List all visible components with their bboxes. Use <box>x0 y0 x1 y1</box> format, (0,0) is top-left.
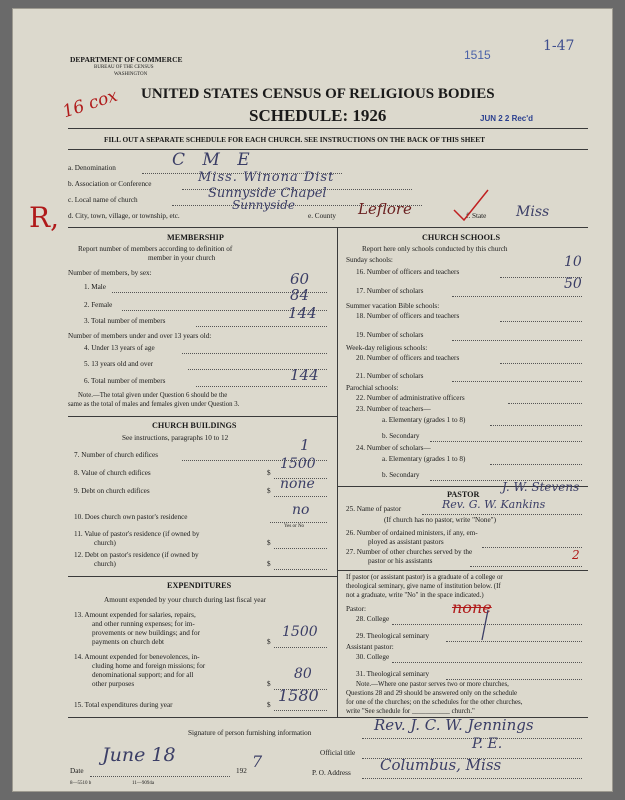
received-stamp: JUN 2 2 Rec'd <box>480 114 534 123</box>
membership-note-2: same as the total of males and females given under Question 3. <box>68 401 240 408</box>
sunday-label: Sunday schools: <box>346 256 393 264</box>
q11-label-2: church) <box>94 539 116 547</box>
q1-label: 1. Male <box>84 283 106 291</box>
q13-label-4: payments on church debt <box>92 638 165 646</box>
graduate-intro-3: not a graduate, write "No" in the space indicated.) <box>346 592 484 599</box>
dept-heading: DEPARTMENT OF COMMERCE <box>70 55 183 64</box>
buildings-intro: See instructions, paragraphs 10 to 12 <box>122 434 229 442</box>
signature-label: Signature of person furnishing information <box>188 729 312 737</box>
city-label: d. City, town, village, or township, etc. <box>68 212 180 220</box>
expenditures-intro: Amount expended by your church during last fiscal year <box>104 596 267 604</box>
q24-label: 24. Number of scholars— <box>356 444 431 452</box>
red-check-mark <box>452 188 492 224</box>
state-label: f. State <box>466 212 487 220</box>
pastor-name-above: J. W. Stevens <box>502 480 580 494</box>
q17-label: 17. Number of scholars <box>356 287 424 295</box>
date-value: June 18 <box>102 744 176 766</box>
pen-stroke <box>478 608 492 642</box>
dollar-sign: $ <box>267 469 271 477</box>
pastor-college-heading: Pastor: <box>346 605 366 613</box>
yes-or-no-note: Yes or No <box>284 524 305 529</box>
instruction-line: FILL OUT A SEPARATE SCHEDULE FOR EACH CHURCH. SEE INSTRUCTIONS ON THE BACK OF THIS SHEET <box>104 135 486 144</box>
q15-value: 1580 <box>278 686 319 705</box>
q8-value: 1500 <box>280 456 316 472</box>
city-value: Sunnyside <box>232 198 295 212</box>
census-schedule-form <box>12 8 613 792</box>
by-sex-label: Number of members, by sex: <box>68 269 152 277</box>
q11-label: 11. Value of pastor's residence (if owned by <box>74 530 200 538</box>
dollar-sign: $ <box>267 560 271 568</box>
q25-label: 25. Name of pastor <box>346 505 402 513</box>
pastor-note: Note.—Where one pastor serves two or more churches, <box>356 681 509 688</box>
graduate-intro: If pastor (or assistant pastor) is a graduate of a college or <box>346 574 503 581</box>
year-value: 7 <box>252 752 263 771</box>
membership-intro-2: member in your church <box>148 254 216 262</box>
corner-mark: 1-47 <box>543 38 575 54</box>
q23-label: 23. Number of teachers— <box>356 405 431 413</box>
graduate-intro-2: theological seminary, give name of institution below. (If <box>346 583 501 590</box>
county-value: Leflore <box>358 200 412 218</box>
q3-label: 3. Total number of members <box>84 317 166 325</box>
q22-label: 22. Number of administrative officers <box>356 394 465 402</box>
membership-note: Note.—The total given under Question 6 should be the <box>78 392 228 399</box>
q18-label: 18. Number of officers and teachers <box>356 312 460 320</box>
q1-value: 60 <box>290 270 310 288</box>
buildings-heading: CHURCH BUILDINGS <box>152 421 237 430</box>
local-name-value: Sunnyside Chapel <box>208 186 327 201</box>
q14-label-2: cluding home and foreign missions; for <box>92 662 206 670</box>
q19-label: 19. Number of scholars <box>356 331 424 339</box>
q9-label: 9. Debt on church edifices <box>74 487 150 495</box>
q2-label: 2. Female <box>84 301 113 309</box>
q6-label: 6. Total number of members <box>84 377 166 385</box>
q24a-label: a. Elementary (grades 1 to 8) <box>382 455 466 463</box>
q17-value: 50 <box>564 276 582 292</box>
q23a-label: a. Elementary (grades 1 to 8) <box>382 416 466 424</box>
q27-value: 2 <box>572 548 580 562</box>
vacation-label: Summer vacation Bible schools: <box>346 302 440 310</box>
expenditures-heading: EXPENDITURES <box>167 581 232 590</box>
form-subtitle: SCHEDULE: 1926 <box>249 106 387 125</box>
q5-label: 5. 13 years old and over <box>84 360 154 368</box>
q20-label: 20. Number of officers and teachers <box>356 354 460 362</box>
form-number-2: 11—9094a <box>132 781 155 786</box>
membership-intro: Report number of members according to definition of <box>78 245 233 253</box>
q27-label-2: pastor or his assistants <box>368 557 433 565</box>
q14-value: 80 <box>294 666 312 682</box>
membership-heading: MEMBERSHIP <box>167 233 224 242</box>
pastor-heading: PASTOR <box>447 490 480 499</box>
q13-label-3: provements or new buildings; and for <box>92 629 200 637</box>
q23b-label: b. Secondary <box>382 432 420 440</box>
q12-label: 12. Debt on pastor's residence (if owned by <box>74 551 199 559</box>
q14-label-3: denominational support; and for all <box>92 671 194 679</box>
stamp-number: 1515 <box>464 48 491 62</box>
state-value: Miss <box>516 204 550 220</box>
q6-value: 144 <box>290 366 319 384</box>
schools-heading: CHURCH SCHOOLS <box>422 233 501 242</box>
q14-label-4: other purposes <box>92 680 135 688</box>
dollar-sign: $ <box>267 701 271 709</box>
q31-label: 31. Theological seminary <box>356 670 430 678</box>
q28-value: none <box>452 598 492 617</box>
q10-value: no <box>292 502 310 518</box>
q10-label: 10. Does church own pastor's residence <box>74 513 188 521</box>
po-address-label: P. O. Address <box>312 769 351 777</box>
weekday-label: Week-day religious schools: <box>346 344 428 352</box>
schools-intro: Report here only schools conducted by this church <box>362 245 508 253</box>
dollar-sign: $ <box>267 680 271 688</box>
q13-value: 1500 <box>282 624 318 640</box>
denomination-label: a. Denomination <box>68 164 116 172</box>
date-label: Date <box>70 767 84 775</box>
form-title: UNITED STATES CENSUS OF RELIGIOUS BODIES <box>141 86 495 102</box>
q12-label-2: church) <box>94 560 116 568</box>
q16-value: 10 <box>564 254 582 270</box>
q7-value: 1 <box>300 436 310 454</box>
q30-label: 30. College <box>356 653 390 661</box>
q26-label-2: ployed as assistant pastors <box>368 538 444 546</box>
bureau-heading: BUREAU OF THE CENSUS <box>94 65 154 70</box>
q29-label: 29. Theological seminary <box>356 632 430 640</box>
pastor-note-2: Questions 28 and 29 should be answered only on the schedule <box>346 690 518 697</box>
dollar-sign: $ <box>267 487 271 495</box>
dollar-sign: $ <box>267 638 271 646</box>
form-number: 8—5510 b <box>70 781 92 786</box>
q4-label: 4. Under 13 years of age <box>84 344 155 352</box>
r-mark: R, <box>29 201 59 234</box>
county-label: e. County <box>308 212 336 220</box>
city-heading: WASHINGTON <box>114 72 148 77</box>
dollar-sign: $ <box>267 539 271 547</box>
q9-value: none <box>280 476 315 492</box>
q15-label: 15. Total expenditures during year <box>74 701 173 709</box>
pastor-note-3: for one of the churches; on the schedules for the other churches, <box>346 699 523 706</box>
q26-label: 26. Number of ordained ministers, if any, em- <box>346 529 478 537</box>
pastor-note-4: write "See schedule for ___________ church." <box>346 708 475 715</box>
local-name-label: c. Local name of church <box>68 196 138 204</box>
q3-value: 144 <box>288 304 317 322</box>
q8-label: 8. Value of church edifices <box>74 469 151 477</box>
conference-value: Miss. Winona Dist <box>198 170 335 185</box>
q21-label: 21. Number of scholars <box>356 372 424 380</box>
year-prefix: 192 <box>236 767 247 775</box>
handwritten-cox: 16 cox <box>60 85 121 123</box>
q25-note: (If church has no pastor, write "None") <box>384 516 496 524</box>
official-title-value: P. E. <box>472 736 503 752</box>
q16-label: 16. Number of officers and teachers <box>356 268 460 276</box>
parochial-label: Parochial schools: <box>346 384 399 392</box>
age-intro: Number of members under and over 13 years old: <box>68 332 212 340</box>
q28-label: 28. College <box>356 615 390 623</box>
q13-label: 13. Amount expended for salaries, repairs, <box>74 611 196 619</box>
po-address-value: Columbus, Miss <box>380 756 502 774</box>
q14-label: 14. Amount expended for benevolences, in- <box>74 653 200 661</box>
q13-label-2: and other running expenses; for im- <box>92 620 195 628</box>
official-title-label: Official title <box>320 749 356 757</box>
q24b-label: b. Secondary <box>382 471 420 479</box>
conference-label: b. Association or Conference <box>68 180 152 188</box>
signature-value: Rev. J. C. W. Jennings <box>374 716 534 734</box>
assistant-heading: Assistant pastor: <box>346 643 394 651</box>
q25-value: Rev. G. W. Kankins <box>442 498 546 511</box>
q7-label: 7. Number of church edifices <box>74 451 159 459</box>
q27-label: 27. Number of other churches served by the <box>346 548 473 556</box>
q2-value: 84 <box>290 286 310 304</box>
denomination-value: C M E <box>172 150 256 170</box>
